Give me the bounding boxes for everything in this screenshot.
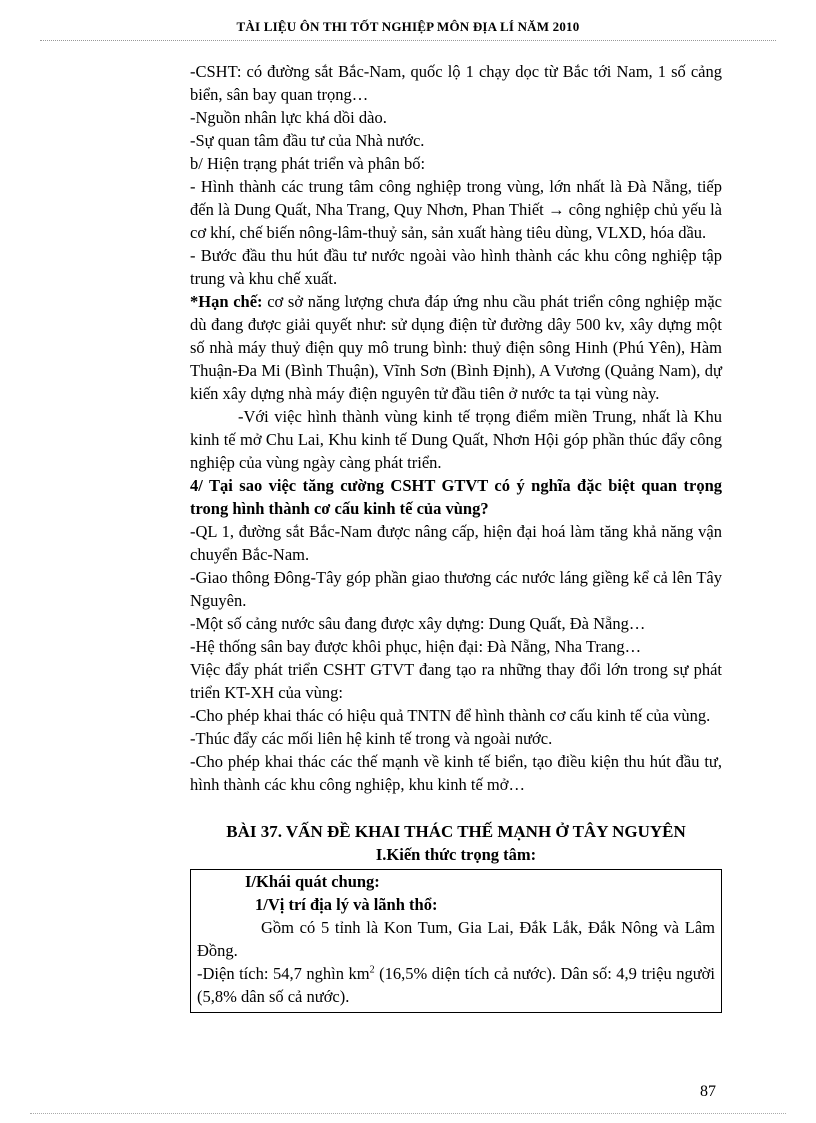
page-content (190, 60, 722, 1013)
area-superscript: 2 (369, 964, 375, 976)
paragraph-infrastructure: -CSHT: có đường sắt Bắc-Nam, quốc lộ 1 chạy dọc từ Bắc tới Nam, 1 số cảng biển, sân bay quan trọng… (190, 62, 722, 104)
box-paragraph-provinces: Gồm có 5 tỉnh là Kon Tum, Gia Lai, Đắk Lắk, Đắk Nông và Lâm Đồng. (197, 918, 715, 960)
paragraph-ql1: -QL 1, đường sắt Bắc-Nam được nâng cấp, hiện đại hoá làm tăng khả năng vận chuyển Bắc-Nam. (190, 522, 722, 564)
header-divider (40, 40, 776, 41)
page-number: 87 (700, 1083, 716, 1100)
paragraph-key-economic-zone: -Với việc hình thành vùng kinh tế trọng điểm miền Trung, nhất là Khu kinh tế mở Chu Lai, Khu kinh tế Dung Quất, Nhơn Hội góp phần thúc đẩy công nghiệp của vùng ngày càng phát triển. (190, 407, 722, 472)
paragraph-exploit-resources: -Cho phép khai thác có hiệu quả TNTN để hình thành cơ cấu kinh tế của vùng. (190, 706, 711, 725)
paragraph-changes: Việc đẩy phát triển CSHT GTVT đang tạo ra những thay đổi lớn trong sự phát triển KT-XH của vùng: (190, 660, 722, 702)
box-paragraph-area (197, 962, 715, 1008)
lesson-subtitle: I.Kiến thức trọng tâm: (375, 845, 537, 864)
footer-divider (30, 1113, 786, 1114)
box-heading-overview: I/Khái quát chung: (245, 872, 380, 891)
page-header: TÀI LIỆU ÔN THI TỐT NGHIỆP MÔN ĐỊA LÍ NĂM 2010 (236, 19, 580, 34)
paragraph-airports: -Hệ thống sân bay được khôi phục, hiện đại: Đà Nẵng, Nha Trang… (190, 637, 642, 656)
limitations-text: cơ sở năng lượng chưa đáp ứng nhu cầu phát triển công nghiệp mặc dù đang được giải quyết như: sử dụng điện từ đường dây 500 kv, xây dựng một số nhà máy thuỷ điện quy mô trung bình: thuỷ điện sông Hinh (Phú Yên), Hàm Thuận-Đa Mi (Bình Thuận), Vĩnh Sơn (Bình Định), A Vương (Quảng Nam), dự kiến xây dựng nhà máy điện nguyên tử đầu tiên ở nước ta tại vùng này. (190, 292, 722, 403)
paragraph-labor: -Nguồn nhân lực khá dồi dào. (190, 108, 387, 127)
subheading-current-status: b/ Hiện trạng phát triển và phân bố: (190, 154, 426, 173)
paragraph-limitations (190, 290, 722, 405)
lesson-title: BÀI 37. VẤN ĐỀ KHAI THÁC THẾ MẠNH Ở TÂY NGUYÊN (226, 822, 686, 841)
paragraph-economic-links: -Thúc đẩy các mối liên hệ kinh tế trong và ngoài nước. (190, 729, 553, 748)
area-suffix: (16,5% diện tích cả nước). Dân số: 4,9 triệu người (5,8% dân số cả nước). (197, 964, 715, 1006)
paragraph-state-investment: -Sự quan tâm đầu tư của Nhà nước. (190, 131, 425, 150)
overview-box (190, 869, 722, 1013)
area-prefix: -Diện tích: 54,7 nghìn km (197, 964, 370, 983)
paragraph-east-west: -Giao thông Đông-Tây góp phần giao thương các nước láng giềng kể cả lên Tây Nguyên. (190, 568, 722, 610)
paragraph-foreign-investment: - Bước đầu thu hút đầu tư nước ngoài vào hình thành các khu công nghiệp tập trung và khu chế xuất. (190, 246, 722, 288)
paragraph-ports: -Một số cảng nước sâu đang được xây dựng: Dung Quất, Đà Nẵng… (190, 614, 646, 633)
section-spacer (190, 796, 722, 820)
limitations-label: *Hạn chế: (190, 292, 263, 311)
box-heading-location: 1/Vị trí địa lý và lãnh thổ: (255, 895, 438, 914)
question-heading: 4/ Tại sao việc tăng cường CSHT GTVT có ý nghĩa đặc biệt quan trọng trong hình thành cơ cấu kinh tế của vùng? (190, 476, 722, 518)
paragraph-industrial-centers: - Hình thành các trung tâm công nghiệp trong vùng, lớn nhất là Đà Nẵng, tiếp đến là Dung Quất, Nha Trang, Quy Nhơn, Phan Thiết → công nghiệp chủ yếu là cơ khí, chế biến nông-lâm-thuỷ sản, sản xuất hàng tiêu dùng, VLXD, hóa dầu. (190, 177, 722, 242)
paragraph-sea-economy: -Cho phép khai thác các thế mạnh về kinh tế biển, tạo điều kiện thu hút đầu tư, hình thành các khu công nghiệp, khu kinh tế mở… (190, 752, 722, 794)
